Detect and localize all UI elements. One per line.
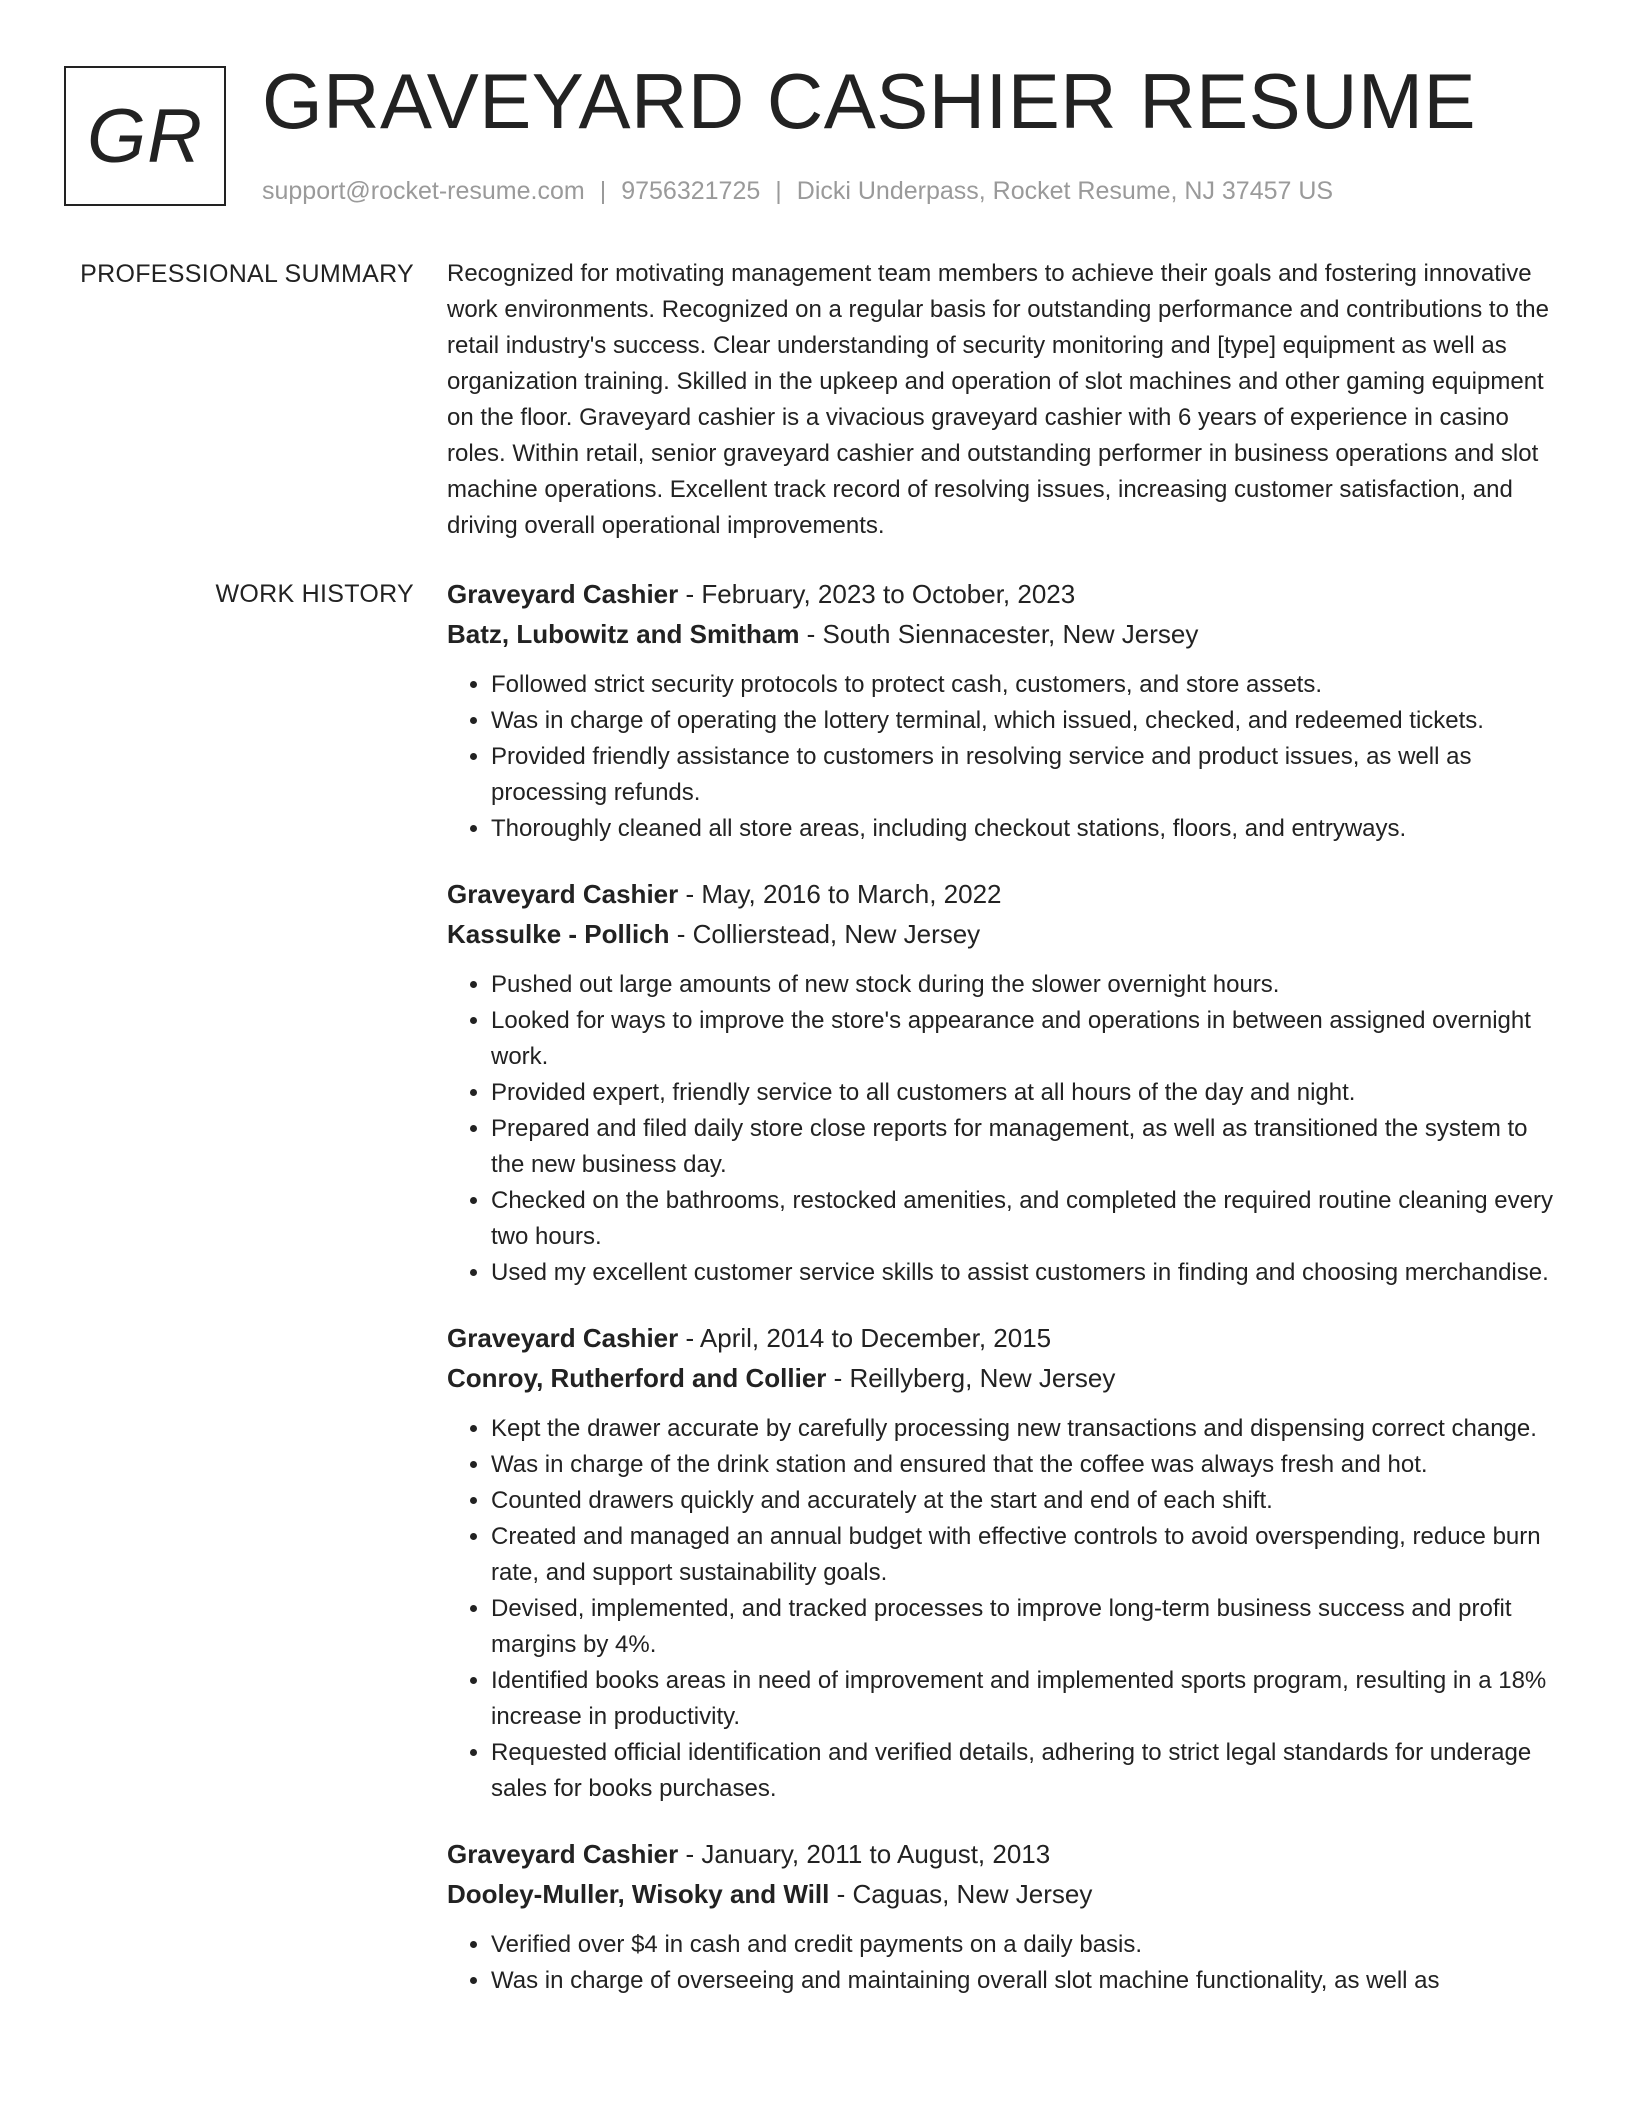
job-title-line [447,574,1567,614]
work-history-list [447,574,1567,2026]
job-bullet: • Verified over $4 in cash and credit payments on a daily basis. [491,1927,1567,1963]
job-bullet: • Provided expert, friendly service to all customers at all hours of the day and night. [491,1075,1567,1111]
job-bullet: • Kept the drawer accurate by carefully processing new transactions and dispensing correct change. [491,1411,1567,1447]
job-bullet-list [447,667,1567,847]
job-company: Dooley-Muller, Wisoky and Will [447,1879,830,1909]
job-company-line [447,1874,1567,1914]
job-bullet-list [447,1927,1567,1999]
job-bullet-list [447,1411,1567,1807]
job-title-line [447,874,1567,914]
job-location: - Collierstead, New Jersey [669,919,981,949]
resume-title: GRAVEYARD CASHIER RESUME [262,57,1476,145]
job-bullet: • Prepared and filed daily store close reports for management, as well as transitioned the system to the new business day. [491,1111,1567,1183]
job-entry [447,574,1567,847]
job-title: Graveyard Cashier [447,579,679,609]
job-dates: - April, 2014 to December, 2015 [678,1323,1052,1353]
summary-text: Recognized for motivating management team members to achieve their goals and fostering innovative work environments. Recognized on a regular basis for outstanding performance and contributions to the retail industry's success. Clear understanding of security monitoring and [type] equipment as well as organization training. Skilled in the upkeep and operation of slot machines and other gaming equipment on the floor. Graveyard cashier is a vivacious graveyard cashier with 6 years of experience in casino roles. Within retail, senior graveyard cashier and outstanding performer in business operations and slot machine operations. Excellent track record of resolving issues, increasing customer satisfaction, and driving overall operational improvements. [447,260,1549,539]
job-bullet: • Was in charge of the drink station and ensured that the coffee was always fresh and hot. [491,1447,1567,1483]
job-location: - South Siennacester, New Jersey [799,619,1199,649]
job-bullet: • Checked on the bathrooms, restocked amenities, and completed the required routine cleaning every two hours. [491,1183,1567,1255]
job-bullet: • Followed strict security protocols to protect cash, customers, and store assets. [491,667,1567,703]
resume-header [0,0,1632,230]
job-bullet: • Thoroughly cleaned all store areas, including checkout stations, floors, and entryways. [491,811,1567,847]
job-entry [447,1318,1567,1807]
job-bullet-list [447,967,1567,1291]
job-bullet: • Was in charge of overseeing and maintaining overall slot machine functionality, as well as [491,1963,1567,1999]
contact-separator: | [775,177,782,205]
job-title: Graveyard Cashier [447,1323,679,1353]
job-company-line [447,1358,1567,1398]
job-entry [447,874,1567,1291]
job-bullet: • Pushed out large amounts of new stock during the slower overnight hours. [491,967,1567,1003]
job-dates: - May, 2016 to March, 2022 [678,879,1002,909]
monogram-badge: GR [64,66,226,206]
contact-phone: 9756321725 [621,177,761,205]
contact-separator: | [599,177,607,205]
job-company: Kassulke - Pollich [447,919,670,949]
job-bullet: • Requested official identification and verified details, adhering to strict legal standards for underage sales for books purchases. [491,1735,1567,1807]
job-bullet: • Used my excellent customer service skills to assist customers in finding and choosing merchandise. [491,1255,1567,1291]
job-location: - Caguas, New Jersey [829,1879,1093,1909]
job-bullet: • Identified books areas in need of improvement and implemented sports program, resulting in a 18% increase in productivity. [491,1663,1567,1735]
job-bullet: • Provided friendly assistance to customers in resolving service and product issues, as well as processing refunds. [491,739,1567,811]
contact-email: support@rocket-resume.com [262,177,585,205]
job-location: - Reillyberg, New Jersey [826,1363,1116,1393]
contact-info [262,174,1333,208]
job-dates: - February, 2023 to October, 2023 [678,579,1076,609]
job-bullet: • Devised, implemented, and tracked processes to improve long-term business success and profit margins by 4%. [491,1591,1567,1663]
job-bullet: • Looked for ways to improve the store's appearance and operations in between assigned overnight work. [491,1003,1567,1075]
job-title: Graveyard Cashier [447,879,679,909]
job-company-line [447,614,1567,654]
job-entry [447,1834,1567,1999]
job-bullet: • Counted drawers quickly and accurately at the start and end of each shift. [491,1483,1567,1519]
job-dates: - January, 2011 to August, 2013 [678,1839,1051,1869]
job-title-line [447,1834,1567,1874]
job-company-line [447,914,1567,954]
job-bullet: • Was in charge of operating the lottery terminal, which issued, checked, and redeemed tickets. [491,703,1567,739]
contact-address: Dicki Underpass, Rocket Resume, NJ 37457 US [796,177,1334,205]
job-company: Batz, Lubowitz and Smitham [447,619,800,649]
job-bullet: • Created and managed an annual budget with effective controls to avoid overspending, reduce burn rate, and support sustainability goals. [491,1519,1567,1591]
work-history-heading: WORK HISTORY [215,580,414,608]
summary-body [447,256,1567,544]
summary-heading: PROFESSIONAL SUMMARY [80,260,414,288]
job-title: Graveyard Cashier [447,1839,679,1869]
job-title-line [447,1318,1567,1358]
job-company: Conroy, Rutherford and Collier [447,1363,827,1393]
